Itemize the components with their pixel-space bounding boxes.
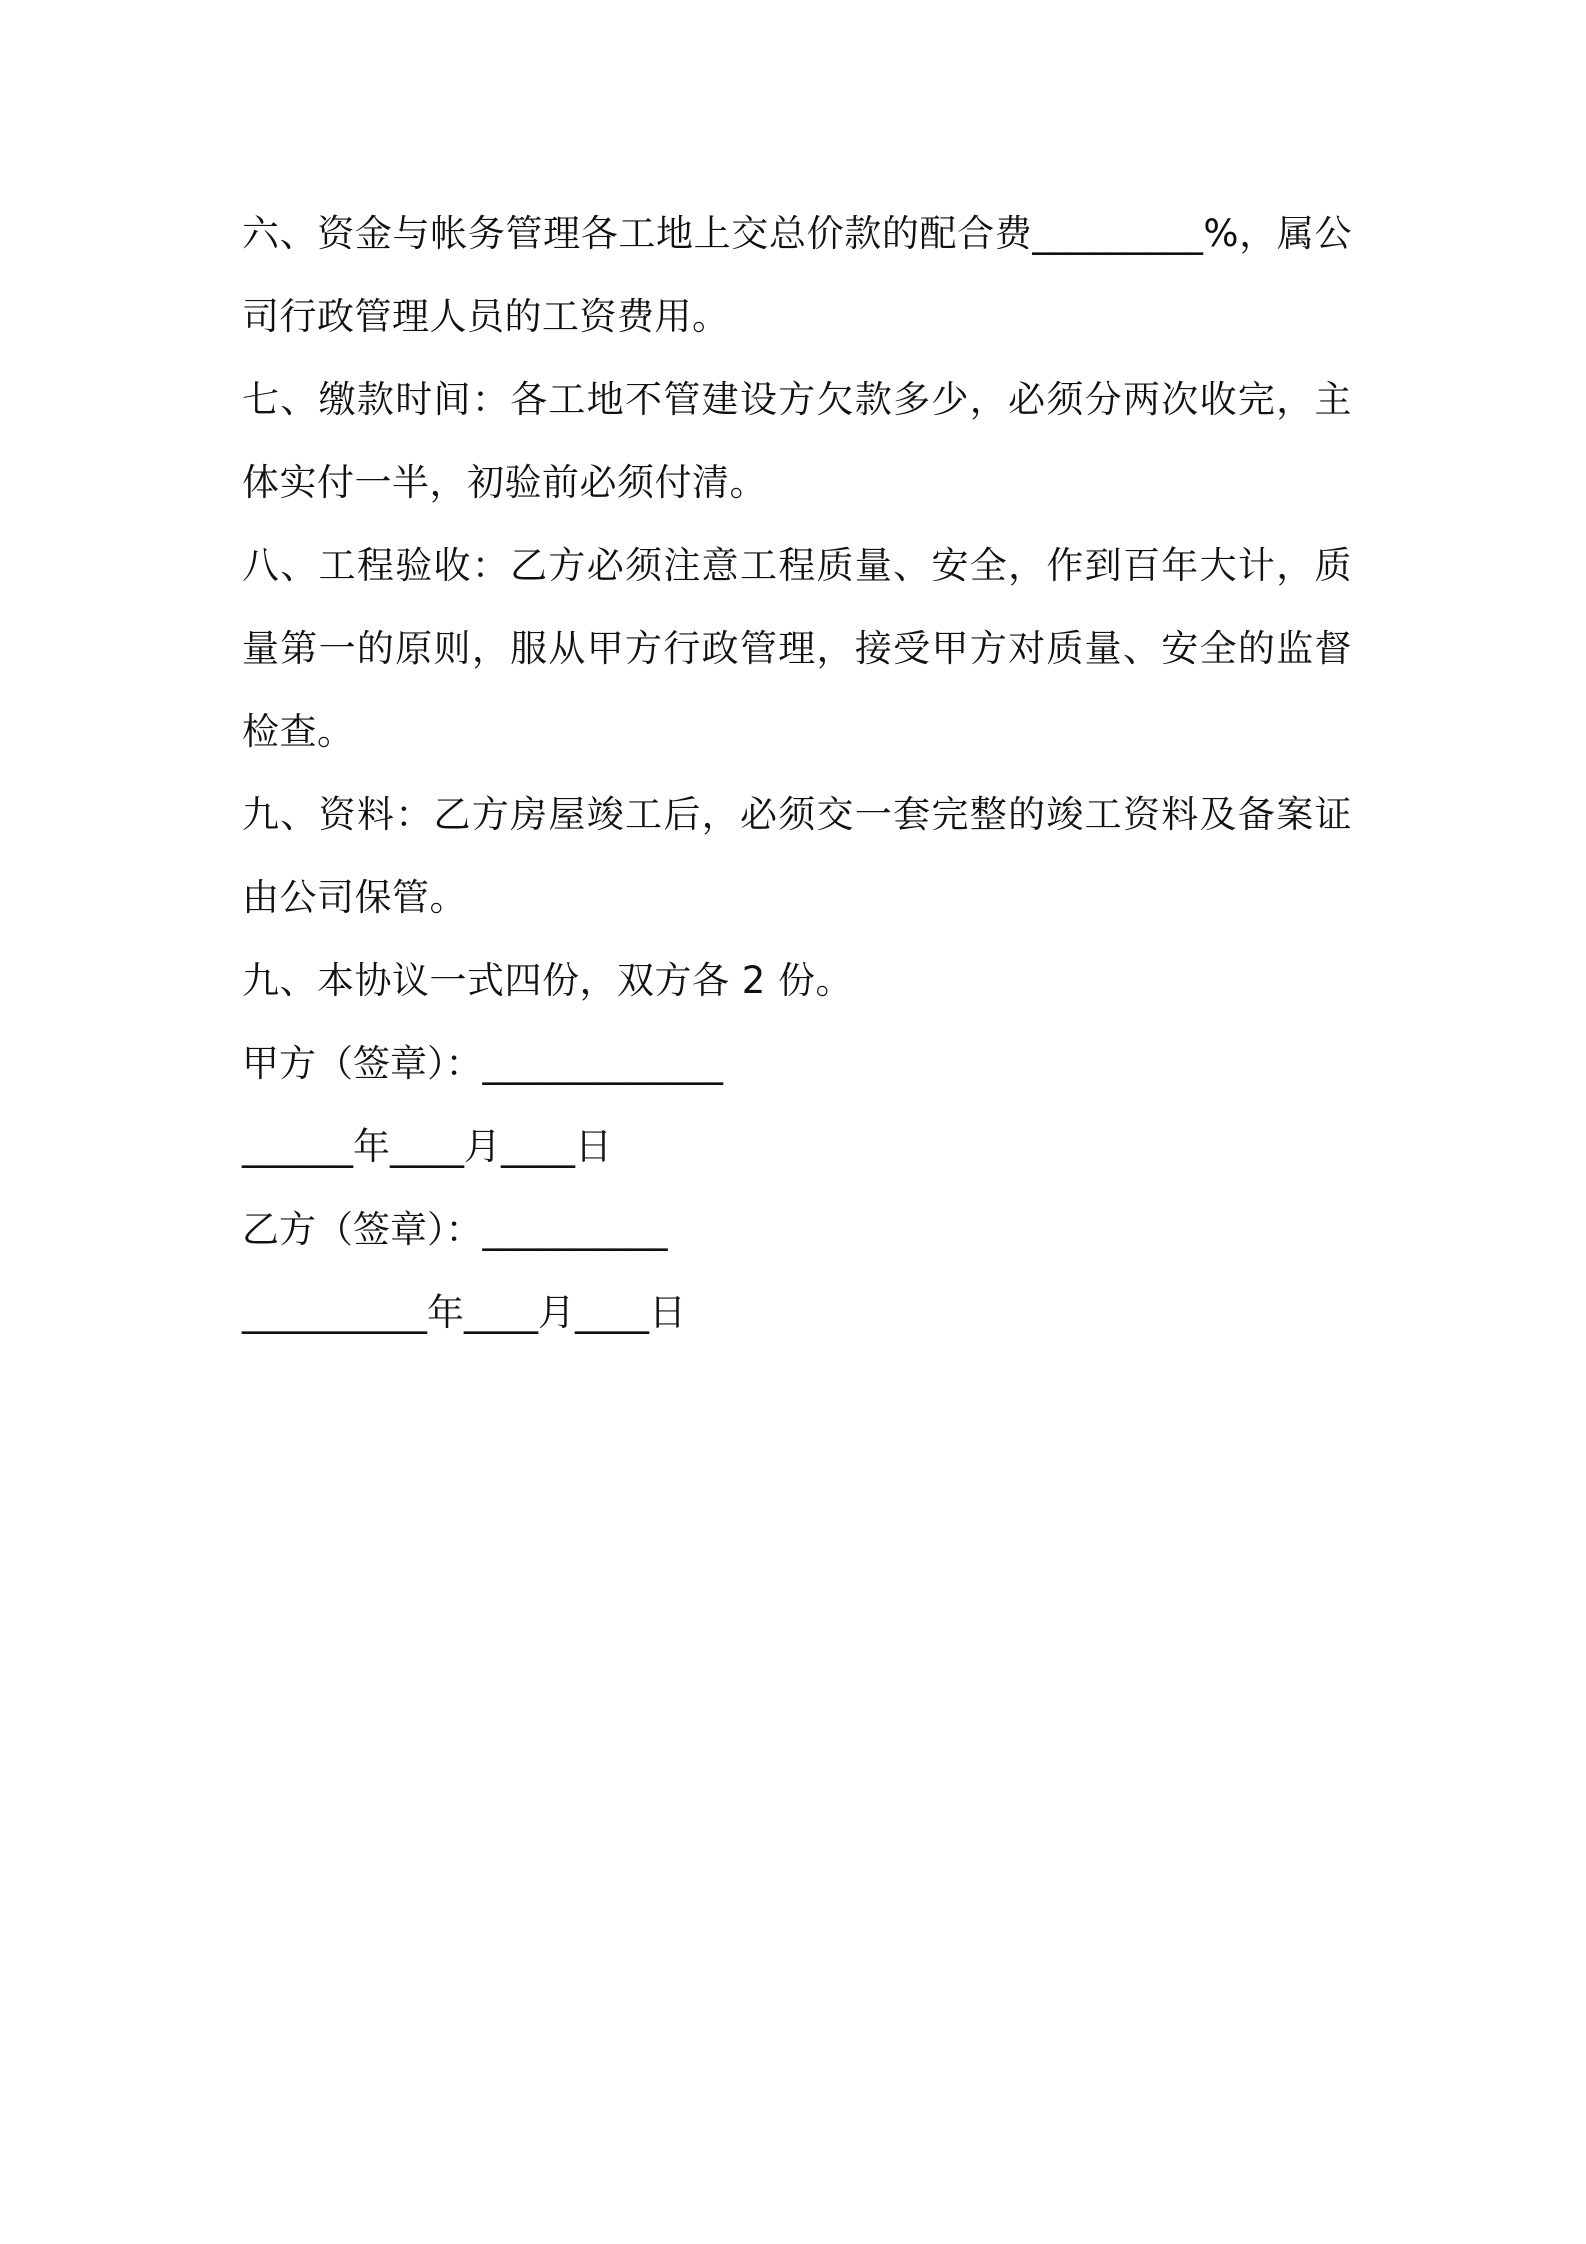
clause-eight-acceptance: 八、工程验收：乙方必须注意工程质量、安全，作到百年大计，质量第一的原则，服从甲方行政管理，接受甲方对质量、安全的监督检查。 (242, 544, 1352, 753)
party-a-date: ______年____月____日 (242, 1125, 612, 1168)
party-a-signature: 甲方（签章）：_____________ (242, 1042, 723, 1085)
party-b-signature: 乙方（签章）：__________ (242, 1208, 668, 1251)
clause-nine-copies: 九、本协议一式四份，双方各 2 份。 (242, 959, 854, 1002)
document-body (242, 192, 1352, 1354)
clause-seven-payment-time: 七、缴款时间：各工地不管建设方欠款多少，必须分两次收完，主体实付一半，初验前必须付清。 (242, 378, 1352, 504)
clause-nine-documents: 九、资料：乙方房屋竣工后，必须交一套完整的竣工资料及备案证由公司保管。 (242, 793, 1352, 919)
clause-six-fund-management: 六、资金与帐务管理各工地上交总价款的配合费_________%，属公司行政管理人员的工资费用。 (242, 212, 1352, 338)
party-b-date: __________年____月____日 (242, 1291, 686, 1334)
